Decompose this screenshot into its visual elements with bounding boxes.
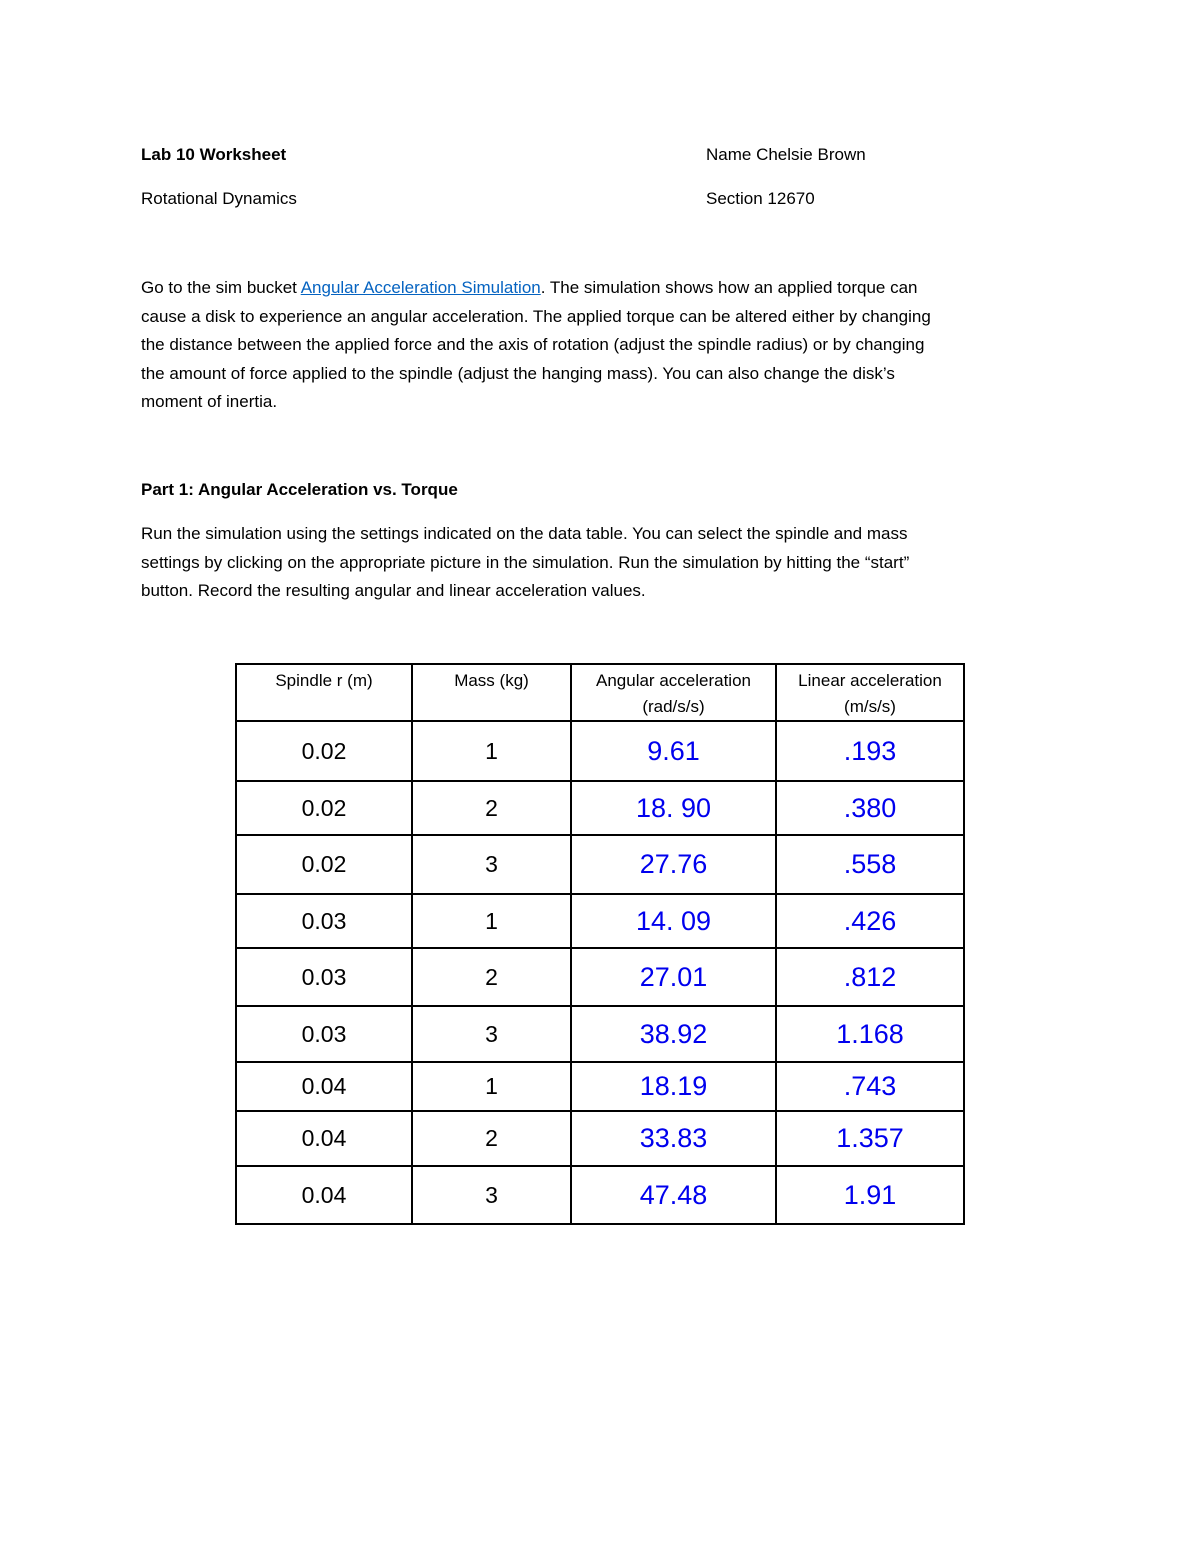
table-header-row [236,664,964,721]
header-angular-line-1: Angular acceleration [596,671,751,690]
cell-linear[interactable]: .812 [776,948,964,1006]
table-row [236,835,964,894]
cell-mass: 2 [412,781,571,835]
cell-angular[interactable]: 47.48 [571,1166,776,1224]
cell-angular[interactable]: 18.19 [571,1062,776,1111]
cell-mass: 3 [412,1166,571,1224]
cell-spindle: 0.03 [236,1006,412,1062]
student-name: Name Chelsie Brown [706,145,866,164]
table-row [236,721,964,781]
header-linear-line-1: Linear acceleration [798,671,942,690]
cell-linear[interactable]: 1.168 [776,1006,964,1062]
cell-mass: 3 [412,1006,571,1062]
intro-line-1-suffix: . The simulation shows how an applied torque can [540,278,918,297]
cell-spindle: 0.02 [236,835,412,894]
cell-angular[interactable]: 38.92 [571,1006,776,1062]
data-table [235,663,965,1225]
header-mass: Mass (kg) [412,664,571,721]
cell-angular[interactable]: 14. 09 [571,894,776,948]
part1-instructions [141,520,1071,606]
intro-line-3: the distance between the applied force and the axis of rotation (adjust the spindle radius) or by changing [141,335,925,355]
cell-linear[interactable]: .743 [776,1062,964,1111]
cell-linear[interactable]: .193 [776,721,964,781]
cell-angular[interactable]: 27.01 [571,948,776,1006]
cell-spindle: 0.04 [236,1062,412,1111]
cell-spindle: 0.04 [236,1111,412,1166]
table-row [236,1166,964,1224]
cell-mass: 3 [412,835,571,894]
simulation-link[interactable]: Angular Acceleration Simulation [300,278,541,297]
table-row [236,781,964,835]
cell-angular[interactable]: 18. 90 [571,781,776,835]
cell-linear[interactable]: 1.357 [776,1111,964,1166]
cell-spindle: 0.02 [236,721,412,781]
cell-mass: 1 [412,721,571,781]
cell-spindle: 0.03 [236,894,412,948]
cell-linear[interactable]: .426 [776,894,964,948]
cell-angular[interactable]: 33.83 [571,1111,776,1166]
cell-mass: 2 [412,948,571,1006]
intro-line-5: moment of inertia. [141,392,278,412]
header-linear-line-2: (m/s/s) [844,697,896,716]
part1-line-1: Run the simulation using the settings indicated on the data table. You can select the spindle and mass [141,524,908,543]
cell-linear[interactable]: .380 [776,781,964,835]
cell-mass: 2 [412,1111,571,1166]
header-angular-acceleration [571,664,776,721]
cell-spindle: 0.03 [236,948,412,1006]
header-spindle: Spindle r (m) [236,664,412,721]
worksheet-subtitle: Rotational Dynamics [141,189,297,208]
worksheet-title: Lab 10 Worksheet [141,145,287,164]
cell-angular[interactable]: 9.61 [571,721,776,781]
header-linear-acceleration [776,664,964,721]
part1-line-2: settings by clicking on the appropriate picture in the simulation. Run the simulation by hitting the “start” [141,552,910,572]
cell-spindle: 0.04 [236,1166,412,1224]
table-row [236,894,964,948]
part1-heading: Part 1: Angular Acceleration vs. Torque [141,480,458,499]
header-angular-line-2: (rad/s/s) [642,697,705,716]
cell-linear[interactable]: .558 [776,835,964,894]
intro-line-2: cause a disk to experience an angular acceleration. The applied torque can be altered either by changing [141,306,931,326]
table-row [236,1111,964,1166]
table-row [236,1062,964,1111]
intro-line-1 [141,274,1071,303]
cell-angular[interactable]: 27.76 [571,835,776,894]
cell-mass: 1 [412,894,571,948]
part1-line-3: button. Record the resulting angular and linear acceleration values. [141,581,646,601]
intro-paragraph [141,274,1071,417]
intro-line-4: the amount of force applied to the spindle (adjust the hanging mass). You can also change the disk’s [141,363,895,383]
intro-line-1-prefix: Go to the sim bucket [141,278,301,297]
table-row [236,948,964,1006]
cell-spindle: 0.02 [236,781,412,835]
table-row [236,1006,964,1062]
section-number: Section 12670 [706,189,815,208]
cell-linear[interactable]: 1.91 [776,1166,964,1224]
cell-mass: 1 [412,1062,571,1111]
